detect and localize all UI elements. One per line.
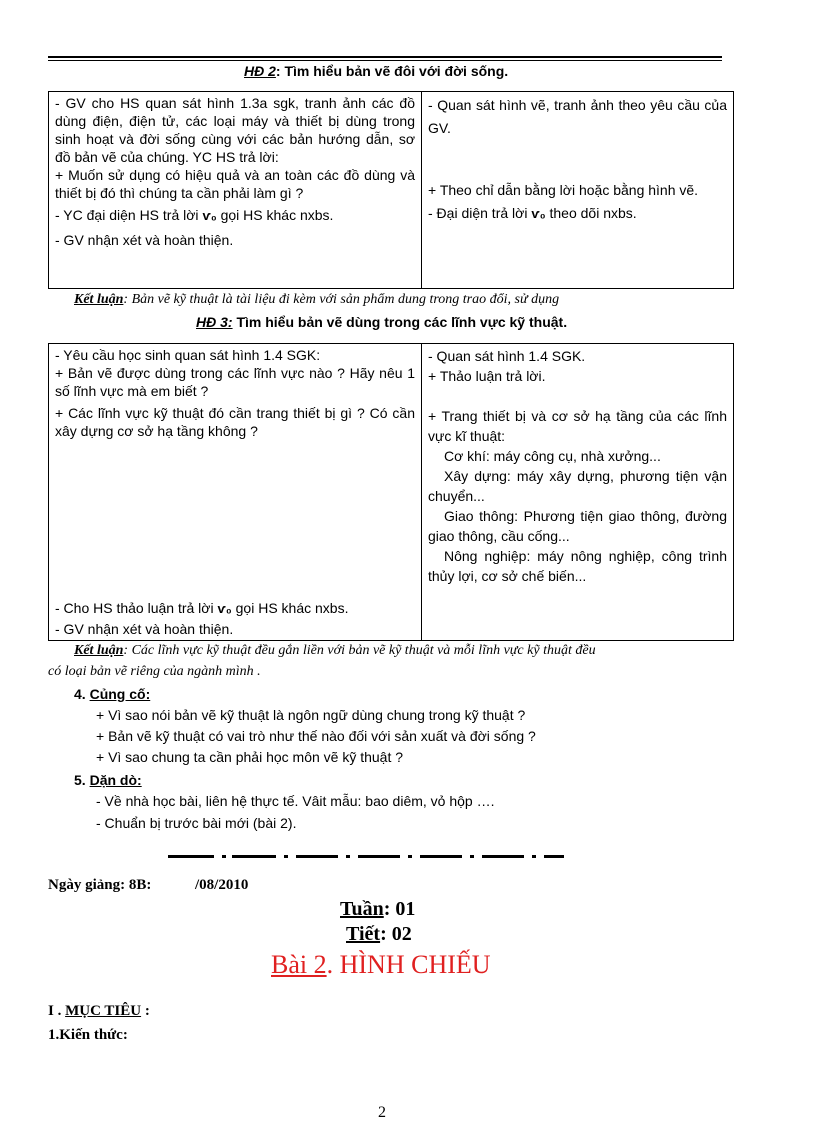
- lesson-label: Bài 2: [271, 950, 327, 979]
- conclusion-1: [74, 292, 559, 308]
- conclusion-1-text: : Bản vẽ kỹ thuật là tài liệu đi kèm với sản phẩm dung trong trao đổi, sử dụng: [123, 292, 560, 307]
- t2-right-para-1: - Quan sát hình 1.4 SGK.: [428, 348, 586, 364]
- section-4-item-2: + Bản vẽ kỹ thuật có vai trò như thế nào đối với sản xuất và đời sống ?: [96, 728, 536, 744]
- lesson-name: . HÌNH CHIẾU: [326, 950, 491, 979]
- arrow-symbol: ѵ₀: [217, 601, 232, 616]
- header-rule-thick: [48, 56, 722, 58]
- t1-left-para-2: + Muốn sử dụng có hiệu quả và an toàn các đồ dùng và thiết bị đó thì chúng ta cần phải làm gì ?: [55, 167, 415, 201]
- t1-right-para-1: - Quan sát hình vẽ, tranh ảnh theo yêu cầu của GV.: [428, 97, 727, 136]
- t1-left-para-3-b: gọi HS khác nxbs.: [216, 207, 334, 223]
- conclusion-2-line2: có loại bản vẽ riêng của ngành mình .: [48, 664, 261, 679]
- t2-left-para-4-b: gọi HS khác nxbs.: [231, 600, 349, 616]
- t2-left-para-2: + Bản vẽ được dùng trong các lĩnh vực nào ? Hãy nêu 1 số lĩnh vực mà em biết ?: [55, 365, 415, 399]
- teacher-column-2: [49, 344, 422, 640]
- t2-right-para-5: Xây dựng: máy xây dựng, phương tiện vận chuyển...: [428, 468, 727, 504]
- hd2-heading: [244, 63, 508, 79]
- week-value: : 01: [383, 898, 416, 920]
- section-4-number: 4.: [74, 686, 90, 702]
- t2-right-para-2: + Thảo luận trả lời.: [428, 368, 546, 384]
- dash-dot-separator: [168, 855, 564, 859]
- t2-right-para-6: Giao thông: Phương tiện giao thông, đường giao thông, cầu cống...: [428, 508, 727, 544]
- week-line: [340, 898, 415, 921]
- knowledge-heading: 1.Kiến thức:: [48, 1027, 128, 1043]
- objectives-title: MỤC TIÊU: [65, 1003, 142, 1019]
- t2-right-para-7: Nông nghiệp: máy nông nghiệp, công trình thủy lợi, cơ sở chế biến...: [428, 548, 727, 584]
- hd2-label: HĐ 2: [244, 63, 276, 79]
- header-rule-thin: [48, 60, 722, 61]
- conclusion-2-label: Kết luận: [74, 643, 124, 658]
- t2-right-para-4: Cơ khí: máy công cụ, nhà xưởng...: [444, 448, 661, 464]
- t1-left-para-1: - GV cho HS quan sát hình 1.3a sgk, tranh ảnh các đồ dùng điện, điện tử, các loại máy và thiết bị dùng trong sinh hoạt và đời sống cùng với các bản hướng dẫn, sơ đồ bản vẽ của chúng. YC HS trả lời:: [55, 95, 415, 165]
- t1-left-para-3-a: - YC đại diện HS trả lời: [55, 207, 203, 223]
- t1-left-para-3: [55, 206, 415, 225]
- t2-left-para-4-a: - Cho HS thảo luận trả lời: [55, 600, 218, 616]
- hd3-label: HĐ 3:: [196, 314, 233, 330]
- student-column-1: [422, 92, 733, 288]
- objectives-suffix: :: [141, 1003, 150, 1019]
- teacher-column-1: [49, 92, 422, 288]
- hd3-title: Tìm hiểu bản vẽ dùng trong các lĩnh vực kỹ thuật.: [232, 314, 568, 330]
- date-value: /08/2010: [195, 877, 249, 893]
- section-4-item-3: + Vì sao chung ta cần phải học môn vẽ kỹ thuật ?: [96, 749, 404, 765]
- section-4-title: Củng cố:: [89, 686, 151, 702]
- t1-right-para-3-a: - Đại diện trả lời: [428, 205, 532, 221]
- arrow-symbol: ѵ₀: [531, 206, 546, 221]
- conclusion-2: [74, 643, 596, 659]
- section-4-heading: [74, 686, 150, 702]
- section-5-number: 5.: [74, 772, 90, 788]
- period-line: [346, 923, 412, 946]
- section-5-item-1: - Về nhà học bài, liên hệ thực tế. Vâit mẫu: bao diêm, vỏ hộp ….: [96, 793, 495, 809]
- t2-left-para-5: - GV nhận xét và hoàn thiện.: [55, 621, 234, 637]
- hd3-heading: [196, 314, 567, 330]
- conclusion-1-label: Kết luận: [74, 292, 124, 307]
- t1-right-para-3: [428, 202, 727, 225]
- objectives-prefix: I .: [48, 1003, 66, 1019]
- t2-left-para-4: [55, 599, 348, 618]
- section-4-item-1: + Vì sao nói bản vẽ kỹ thuật là ngôn ngữ dùng chung trong kỹ thuật ?: [96, 707, 526, 723]
- section-5-title: Dặn dò:: [89, 772, 142, 788]
- period-value: : 02: [380, 923, 412, 945]
- page-number: 2: [378, 1104, 386, 1121]
- hd2-title: : Tìm hiểu bản vẽ đôi với đời sống.: [275, 63, 509, 79]
- t1-right-para-3-b: theo dõi nxbs.: [545, 205, 637, 221]
- lesson-title: [271, 950, 491, 980]
- objectives-heading: [48, 1003, 150, 1020]
- t2-right-para-3: + Trang thiết bị và cơ sở hạ tầng của các lĩnh vực kĩ thuật:: [428, 408, 727, 444]
- student-column-2: [422, 344, 733, 640]
- t1-right-para-2: + Theo chỉ dẫn bằng lời hoặc bằng hình vẽ.: [428, 182, 699, 198]
- t2-left-para-3: + Các lĩnh vực kỹ thuật đó cần trang thiết bị gì ? Có cần xây dựng cơ sở hạ tầng không ?: [55, 405, 415, 439]
- week-label: Tuần: [340, 898, 384, 920]
- t1-left-para-4: - GV nhận xét và hoàn thiện.: [55, 232, 234, 248]
- section-5-heading: [74, 772, 142, 788]
- activity-table-2: [48, 343, 734, 641]
- date-label: Ngày giảng: 8B:: [48, 877, 152, 893]
- section-5-item-2: - Chuẩn bị trước bài mới (bài 2).: [96, 815, 297, 831]
- activity-table-1: [48, 91, 734, 289]
- arrow-symbol: ѵ₀: [202, 208, 217, 223]
- conclusion-2-line1: : Các lĩnh vực kỹ thuật đều gắn liền với bản vẽ kỹ thuật và mỗi lĩnh vực kỹ thuật đều: [123, 643, 596, 658]
- t2-left-para-1: - Yêu cầu học sinh quan sát hình 1.4 SGK:: [55, 347, 321, 363]
- period-label: Tiết: [346, 923, 381, 945]
